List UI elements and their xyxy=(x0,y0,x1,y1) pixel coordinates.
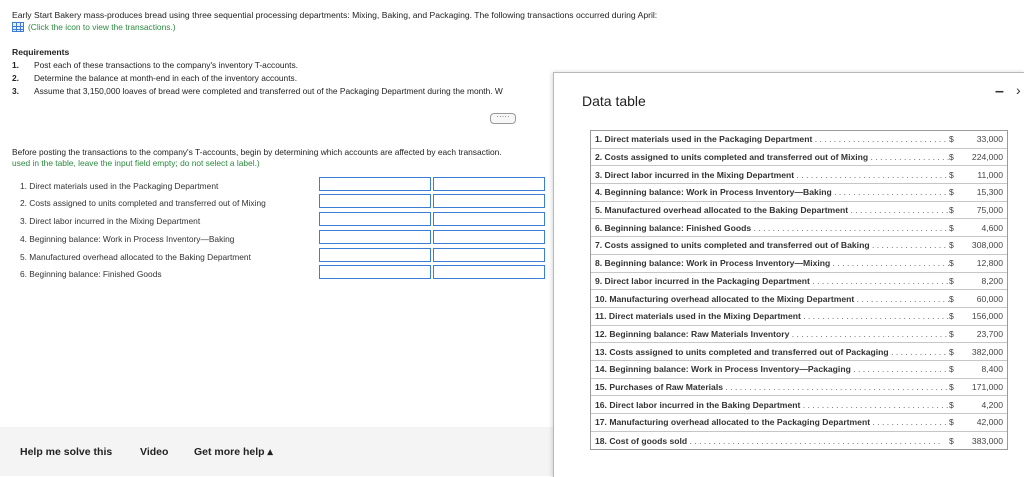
view-transactions-text[interactable]: (Click the icon to view the transactions.) xyxy=(28,22,176,32)
data-table-value: 75,000 xyxy=(976,205,1003,216)
data-table-row xyxy=(591,396,1007,414)
data-table-value: 308,000 xyxy=(971,240,1003,251)
currency-symbol: $ xyxy=(949,240,954,251)
data-table-label: 18. Cost of goods sold . . . xyxy=(595,436,949,446)
data-table-value: 382,000 xyxy=(971,346,1003,357)
data-table-value: 4,600 xyxy=(981,222,1003,233)
transaction-row-label: 4. Beginning balance: Work in Process Inventory—Baking xyxy=(20,234,235,244)
currency-symbol: $ xyxy=(949,328,954,339)
data-table-value: 15,300 xyxy=(976,187,1003,198)
data-table-value: 11,000 xyxy=(977,169,1003,180)
data-table-row xyxy=(591,326,1007,344)
data-table-value: 8,400 xyxy=(981,364,1003,375)
transaction-row-label: 5. Manufactured overhead allocated to the Baking Department xyxy=(20,252,251,262)
data-table-row xyxy=(591,290,1007,308)
currency-symbol: $ xyxy=(949,417,954,428)
data-table-label: 17. Manufacturing overhead allocated to the Packaging Department . . . xyxy=(595,417,949,427)
currency-symbol: $ xyxy=(949,293,954,304)
transaction-row-label: 1. Direct materials used in the Packaging Department xyxy=(20,181,219,191)
data-table-label: 13. Costs assigned to units completed and transferred out of Packaging . . . xyxy=(595,347,949,357)
data-table-label: 15. Purchases of Raw Materials . . . xyxy=(595,382,949,392)
data-table-label: 6. Beginning balance: Finished Goods . . . xyxy=(595,223,949,233)
account-input-3a[interactable] xyxy=(319,212,431,226)
currency-symbol: $ xyxy=(949,435,954,446)
transaction-row-label: 2. Costs assigned to units completed and transferred out of Mixing xyxy=(20,198,266,208)
data-table-label: 4. Beginning balance: Work in Process Inventory—Baking . . . xyxy=(595,187,949,197)
data-table-row xyxy=(591,149,1007,167)
data-table-label: 14. Beginning balance: Work in Process Inventory—Packaging . . . xyxy=(595,364,949,374)
help-me-solve-button[interactable]: Help me solve this xyxy=(20,446,113,458)
instruction-note: used in the table, leave the input field empty; do not select a label.) xyxy=(12,158,260,168)
data-table-modal xyxy=(553,72,1024,477)
data-table-label: 11. Direct materials used in the Mixing Department . . . xyxy=(595,311,949,321)
data-table-row xyxy=(591,379,1007,397)
data-table-value: 224,000 xyxy=(971,152,1003,163)
data-table-value: 156,000 xyxy=(971,311,1003,322)
data-table-row xyxy=(591,361,1007,379)
data-table-row xyxy=(591,202,1007,220)
data-table-row xyxy=(591,343,1007,361)
currency-symbol: $ xyxy=(949,399,954,410)
table-icon[interactable] xyxy=(12,22,24,32)
requirement-1: 1. Post each of these transactions to the company's inventory T-accounts. xyxy=(12,60,299,70)
data-table-row xyxy=(591,184,1007,202)
data-table-label: 9. Direct labor incurred in the Packaging Department . . . xyxy=(595,276,949,286)
account-input-5a[interactable] xyxy=(319,248,431,262)
data-table-value: 8,200 xyxy=(981,275,1003,286)
account-input-5b[interactable] xyxy=(433,248,545,262)
data-table-row xyxy=(591,219,1007,237)
account-input-1a[interactable] xyxy=(319,177,431,191)
currency-symbol: $ xyxy=(949,381,954,392)
currency-symbol: $ xyxy=(949,152,954,163)
account-input-1b[interactable] xyxy=(433,177,545,191)
currency-symbol: $ xyxy=(949,311,954,322)
currency-symbol: $ xyxy=(949,187,954,198)
data-table-value: 60,000 xyxy=(976,293,1003,304)
data-table-value: 383,000 xyxy=(971,435,1003,446)
data-table-value: 171,000 xyxy=(971,381,1003,392)
currency-symbol: $ xyxy=(949,346,954,357)
data-table-value: 4,200 xyxy=(981,399,1003,410)
currency-symbol: $ xyxy=(949,275,954,286)
account-input-4b[interactable] xyxy=(433,230,545,244)
account-input-2b[interactable] xyxy=(433,194,545,208)
transaction-row-label: 3. Direct labor incurred in the Mixing Department xyxy=(20,216,201,226)
modal-title: Data table xyxy=(582,93,646,109)
currency-symbol: $ xyxy=(949,364,954,375)
account-input-6b[interactable] xyxy=(433,265,545,279)
data-table xyxy=(590,130,1008,450)
expand-button[interactable]: ····· xyxy=(490,113,516,124)
data-table-row xyxy=(591,308,1007,326)
data-table-row xyxy=(591,237,1007,255)
problem-intro: Early Start Bakery mass-produces bread using three sequential processing departments: Mixing, Baking, and Packaging. The following transactions occurred during April: xyxy=(12,10,658,20)
data-table-value: 42,000 xyxy=(976,417,1003,428)
data-table-value: 23,700 xyxy=(976,328,1003,339)
data-table-row xyxy=(591,432,1007,450)
video-button[interactable]: Video xyxy=(140,446,169,458)
data-table-row xyxy=(591,166,1007,184)
currency-symbol: $ xyxy=(949,222,954,233)
data-table-label: 12. Beginning balance: Raw Materials Inventory . . . xyxy=(595,329,949,339)
data-table-label: 3. Direct labor incurred in the Mixing Department . . . xyxy=(595,170,949,180)
data-table-row xyxy=(591,414,1007,432)
data-table-row xyxy=(591,273,1007,291)
data-table-value: 12,800 xyxy=(976,258,1003,269)
data-table-label: 16. Direct labor incurred in the Baking Department . . . xyxy=(595,400,949,410)
get-more-help-button[interactable]: Get more help ▴ xyxy=(194,446,273,458)
requirements-heading: Requirements xyxy=(12,47,70,57)
data-table-label: 10. Manufacturing overhead allocated to the Mixing Department . . . xyxy=(595,294,949,304)
data-table-row xyxy=(591,131,1007,149)
data-table-row xyxy=(591,255,1007,273)
data-table-label: 2. Costs assigned to units completed and transferred out of Mixing . . . xyxy=(595,152,949,162)
account-input-4a[interactable] xyxy=(319,230,431,244)
transaction-row-label: 6. Beginning balance: Finished Goods xyxy=(20,269,162,279)
data-table-value: 33,000 xyxy=(976,134,1003,145)
minimize-icon[interactable]: – xyxy=(995,83,1004,100)
currency-symbol: $ xyxy=(949,258,954,269)
currency-symbol: $ xyxy=(949,205,954,216)
data-table-label: 1. Direct materials used in the Packaging Department . . . xyxy=(595,134,949,144)
account-input-6a[interactable] xyxy=(319,265,431,279)
instruction-text: Before posting the transactions to the company's T-accounts, begin by determining which accounts are affected by each transaction. xyxy=(12,147,502,157)
account-input-2a[interactable] xyxy=(319,194,431,208)
data-table-label: 8. Beginning balance: Work in Process Inventory—Mixing . . . xyxy=(595,258,949,268)
data-table-label: 7. Costs assigned to units completed and transferred out of Baking . . . xyxy=(595,240,949,250)
account-input-3b[interactable] xyxy=(433,212,545,226)
requirement-2: 2. Determine the balance at month-end in each of the inventory accounts. xyxy=(12,73,298,83)
currency-symbol: $ xyxy=(949,169,954,180)
requirement-3: 3. Assume that 3,150,000 loaves of bread were completed and transferred out of the Packaging Department during the month. W xyxy=(12,86,503,96)
close-chevron-icon[interactable]: › xyxy=(1016,82,1021,98)
currency-symbol: $ xyxy=(949,134,954,145)
data-table-label: 5. Manufactured overhead allocated to the Baking Department . . . xyxy=(595,205,949,215)
view-transactions-link[interactable] xyxy=(12,22,176,32)
